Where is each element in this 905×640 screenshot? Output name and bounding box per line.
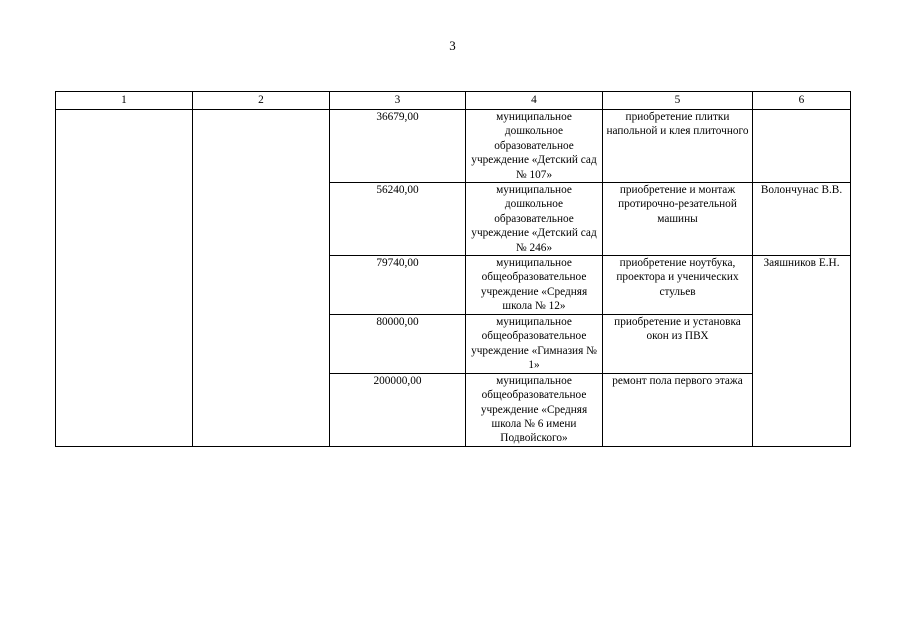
organization-cell: муниципальное общеобразовательное учреждение «Гимназия № 1» (466, 314, 603, 373)
page-number: 3 (449, 38, 456, 53)
header-row (56, 92, 851, 110)
header-col-1: 1 (56, 92, 193, 110)
organization-cell: муниципальное общеобразовательное учреждение «Средняя школа № 12» (466, 256, 603, 315)
data-table (55, 91, 851, 447)
col-1-cell (56, 110, 193, 447)
purpose-cell: приобретение и монтаж протирочно-резательной машины (603, 183, 753, 256)
purpose-cell: приобретение ноутбука, проектора и ученических стульев (603, 256, 753, 315)
purpose-cell: ремонт пола первого этажа (603, 373, 753, 446)
responsible-cell (753, 110, 851, 183)
amount-cell: 56240,00 (330, 183, 466, 256)
responsible-cell: Волончунас В.В. (753, 183, 851, 256)
table-row (56, 110, 851, 183)
responsible-cell: Заяшников Е.Н. (753, 256, 851, 447)
organization-cell: муниципальное общеобразовательное учреждение «Средняя школа № 6 имени Подвойского» (466, 373, 603, 446)
amount-cell: 36679,00 (330, 110, 466, 183)
organization-cell: муниципальное дошкольное образовательное учреждение «Детский сад № 246» (466, 183, 603, 256)
amount-cell: 200000,00 (330, 373, 466, 446)
organization-cell: муниципальное дошкольное образовательное учреждение «Детский сад № 107» (466, 110, 603, 183)
col-2-cell (193, 110, 330, 447)
purpose-cell: приобретение и установка окон из ПВХ (603, 314, 753, 373)
purpose-cell: приобретение плитки напольной и клея плиточного (603, 110, 753, 183)
header-col-4: 4 (466, 92, 603, 110)
header-col-2: 2 (193, 92, 330, 110)
header-col-3: 3 (330, 92, 466, 110)
header-col-5: 5 (603, 92, 753, 110)
header-col-6: 6 (753, 92, 851, 110)
amount-cell: 80000,00 (330, 314, 466, 373)
amount-cell: 79740,00 (330, 256, 466, 315)
